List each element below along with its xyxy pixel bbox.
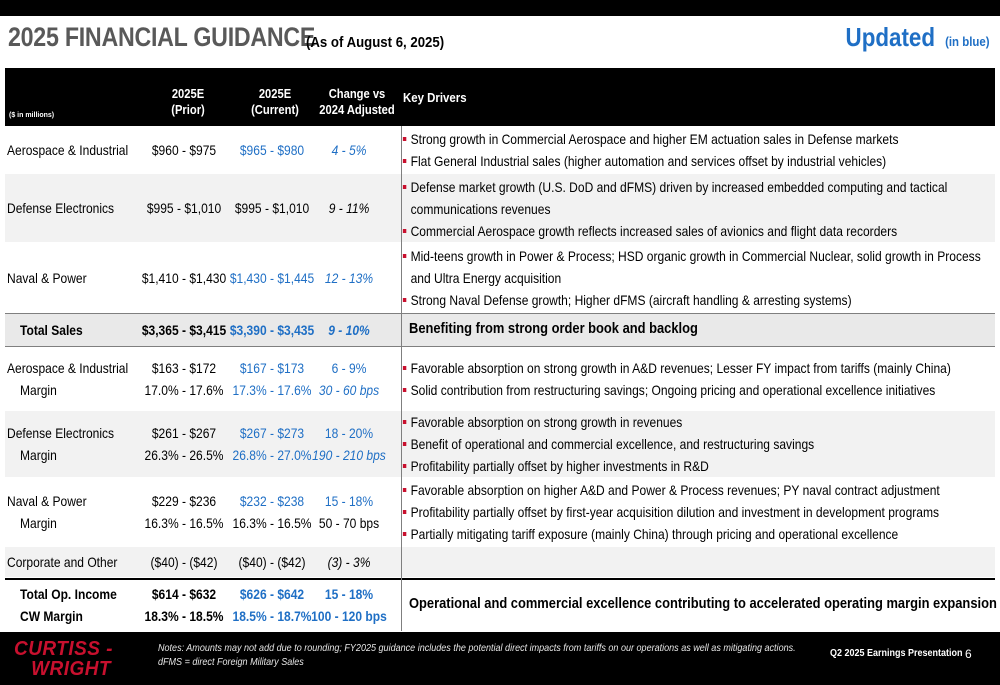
unit-label: ($ in millions) [9,112,55,119]
current-value: $167 - $173 [239,360,305,376]
current-value: $965 - $980 [239,142,305,158]
change-value: 4 - 5% [331,142,367,158]
page-number: 6 [965,647,972,661]
current-value: $232 - $238 [239,493,305,509]
driver-bullet: Partially mitigating tariff exposure (mainly China) through pricing and operational excellence [402,523,995,545]
col-prior-line1: 2025E [171,86,205,101]
driver-bullet: Favorable absorption on strong growth in revenues [402,411,995,433]
prior-value: $3,365 - $3,415 [141,322,227,338]
col-change-line2: 2024 Adjusted [319,102,395,117]
prior-margin: 26.3% - 26.5% [144,447,224,463]
current-margin: 18.5% - 18.7% [232,608,312,624]
key-drivers [402,479,995,545]
updated-note: (in blue) [945,34,990,49]
presentation-name: Q2 2025 Earnings Presentation [830,648,963,659]
key-drivers [402,357,995,401]
top-black-bar [0,0,1000,16]
updated-legend [831,22,990,53]
column-divider [401,126,402,631]
page-title [8,22,445,62]
current-margin: 16.3% - 16.5% [232,515,312,531]
key-drivers [402,411,995,477]
margin-label: Margin [20,382,57,398]
table-row-sales-naval [5,242,995,312]
change-value: 15 - 18% [324,493,374,509]
company-logo [14,639,144,679]
change-value: 15 - 18% [324,586,374,602]
col-current-line1: 2025E [258,86,292,101]
change-margin: 190 - 210 bps [312,447,386,463]
current-value: $3,390 - $3,435 [229,322,315,338]
col-change-line1: Change vs [328,86,386,101]
current-value: ($40) - ($42) [238,554,306,570]
guidance-table [5,68,995,631]
table-row-corporate [5,547,995,577]
footer-notes [158,641,796,669]
margin-label: Margin [20,447,57,463]
updated-label: Updated [845,22,935,52]
table-header [5,68,995,126]
prior-margin: 18.3% - 18.5% [144,608,224,624]
logo-line1: CURTISS - [14,638,113,660]
current-margin: 26.8% - 27.0% [232,447,312,463]
table-row-sales-aero [5,126,995,174]
table-row-income-naval [5,477,995,547]
current-value: $995 - $1,010 [234,200,310,216]
change-value: 6 - 9% [331,360,367,376]
segment-name: Defense Electronics [7,425,115,441]
segment-name: Aerospace & Industrial [7,360,129,376]
prior-value: $614 - $632 [151,586,217,602]
current-value: $1,430 - $1,445 [229,270,315,286]
driver-bullet: Defense market growth (U.S. DoD and dFMS) driven by increased embedded computing and tactical communications revenues [402,176,995,220]
segment-name: Defense Electronics [7,200,115,216]
table-row-total-income [5,580,995,631]
table-row-total-sales [5,313,995,347]
prior-margin: 17.0% - 17.6% [144,382,224,398]
current-margin: 17.3% - 17.6% [232,382,312,398]
key-drivers [402,245,995,311]
prior-value: $163 - $172 [151,360,217,376]
col-header-drivers: Key Drivers [403,90,467,105]
total-income-driver: Operational and commercial excellence contributing to accelerated operating margin expansion [409,595,997,612]
prior-value: ($40) - ($42) [150,554,218,570]
margin-label: Margin [20,515,57,531]
notes-line2: dFMS = direct Foreign Military Sales [158,656,304,668]
driver-bullet: Flat General Industrial sales (higher automation and services offset by industrial vehicles) [402,150,995,172]
title-text: 2025 FINANCIAL GUIDANCE [8,22,316,52]
key-drivers [402,128,995,172]
notes-line1: Notes: Amounts may not add due to rounding; FY2025 guidance includes the potential direct impacts from tariffs on our operations as well as mitigating actions. [158,642,796,654]
driver-bullet: Strong Naval Defense growth; Higher dFMS (aircraft handling & arresting systems) [402,289,995,311]
cw-margin-label: CW Margin [20,608,83,624]
change-margin: 100 - 120 bps [311,608,387,624]
total-sales-label: Total Sales [20,322,83,338]
driver-bullet: Profitability partially offset by higher investments in R&D [402,455,995,477]
title-date: (As of August 6, 2025) [306,34,445,51]
total-sales-driver: Benefiting from strong order book and backlog [409,320,698,337]
change-value: 9 - 11% [328,200,370,216]
change-value: (3) - 3% [327,554,371,570]
change-value: 18 - 20% [324,425,374,441]
driver-bullet: Favorable absorption on higher A&D and Power & Process revenues; PY naval contract adjustment [402,479,995,501]
col-current-line2: (Current) [251,102,299,117]
driver-bullet: Commercial Aerospace growth reflects increased sales of avionics and flight data recorders [402,220,995,242]
prior-value: $229 - $236 [151,493,217,509]
table-row-income-aero [5,349,995,411]
driver-bullet: Profitability partially offset by first-year acquisition dilution and investment in development programs [402,501,995,523]
driver-bullet: Strong growth in Commercial Aerospace and higher EM actuation sales in Defense markets [402,128,995,150]
current-value: $267 - $273 [239,425,305,441]
prior-margin: 16.3% - 16.5% [144,515,224,531]
driver-bullet: Favorable absorption on strong growth in A&D revenues; Lesser FY impact from tariffs (mainly China) [402,357,995,379]
prior-value: $1,410 - $1,430 [141,270,227,286]
total-income-label: Total Op. Income [20,586,117,602]
current-value: $626 - $642 [239,586,305,602]
prior-value: $960 - $975 [151,142,217,158]
segment-name: Naval & Power [7,493,87,509]
change-margin: 30 - 60 bps [318,382,380,398]
prior-value: $995 - $1,010 [146,200,222,216]
change-value: 9 - 10% [328,322,370,338]
driver-bullet: Solid contribution from restructuring savings; Ongoing pricing and operational excellence initiatives [402,379,995,401]
logo-line2: WRIGHT [31,658,111,680]
prior-value: $261 - $267 [151,425,217,441]
driver-bullet: Benefit of operational and commercial excellence, and restructuring savings [402,433,995,455]
key-drivers [402,176,995,242]
table-row-sales-defense [5,174,995,242]
change-value: 12 - 13% [324,270,374,286]
col-header-current [242,86,307,118]
segment-name: Naval & Power [7,270,87,286]
col-header-prior [158,86,218,118]
col-prior-line2: (Prior) [171,102,205,117]
table-row-income-defense [5,411,995,477]
change-margin: 50 - 70 bps [318,515,380,531]
col-header-change [312,86,401,118]
driver-bullet: Mid-teens growth in Power & Process; HSD organic growth in Commercial Nuclear, solid growth in Process and Ultra Energy acquisition [402,245,995,289]
segment-name: Aerospace & Industrial [7,142,129,158]
segment-name: Corporate and Other [7,554,118,570]
